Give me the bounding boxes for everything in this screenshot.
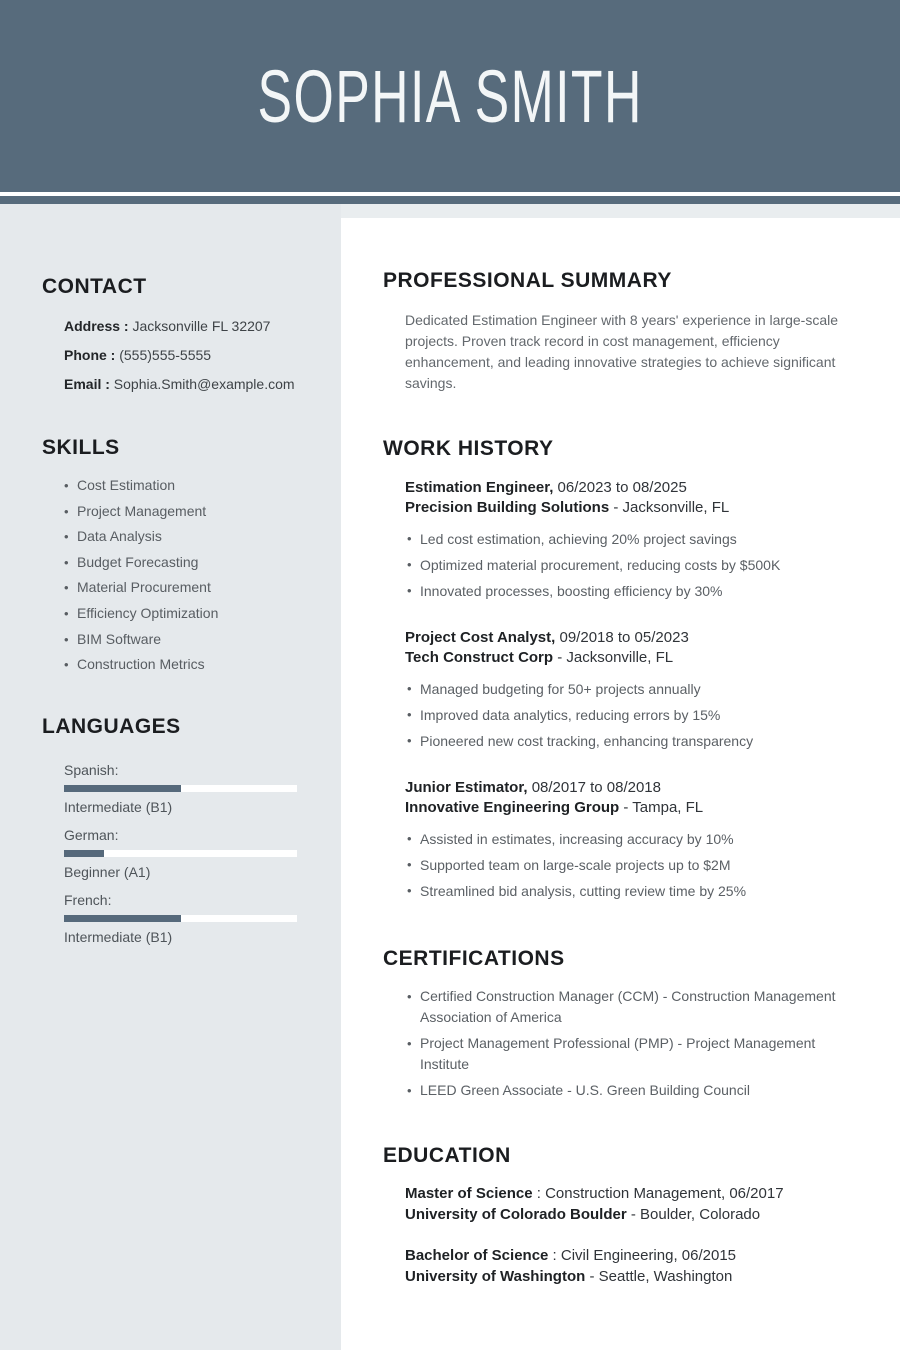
bullet-item: • Optimized material procurement, reducing costs by $500K bbox=[407, 552, 870, 578]
job-role: Junior Estimator, bbox=[405, 779, 528, 796]
contact-address-value: Jacksonville FL 32207 bbox=[128, 318, 271, 334]
job-entry bbox=[405, 778, 870, 904]
contact-email bbox=[64, 370, 297, 399]
summary-section bbox=[383, 268, 870, 394]
summary-text: Dedicated Estimation Engineer with 8 years' experience in large-scale projects. Proven track record in cost management, efficiency enhancement, and leading innovative strategies to achieve significant savings. bbox=[405, 312, 839, 391]
job-location: - Jacksonville, FL bbox=[553, 649, 674, 666]
bullet-item: • Managed budgeting for 50+ projects annually bbox=[407, 676, 870, 702]
header-divider-dark bbox=[0, 196, 900, 204]
language-progress-track bbox=[64, 850, 297, 857]
skills-title: SKILLS bbox=[42, 436, 120, 459]
contact-phone-label: Phone : bbox=[64, 347, 116, 363]
language-progress-track bbox=[64, 785, 297, 792]
school-line bbox=[405, 1266, 870, 1287]
language-level: Intermediate (B1) bbox=[64, 928, 173, 945]
job-bullets bbox=[405, 676, 870, 754]
skill-item: • Project Management bbox=[64, 499, 297, 525]
job-company-line bbox=[405, 798, 870, 818]
job-location: - Tampa, FL bbox=[619, 799, 704, 816]
work-history-title: WORK HISTORY bbox=[383, 437, 554, 460]
bullet-item: • Supported team on large-scale projects up to $2M bbox=[407, 852, 870, 878]
language-item bbox=[64, 892, 297, 946]
bullet-item: • Innovated processes, boosting efficiency by 30% bbox=[407, 578, 870, 604]
degree-detail: : Civil Engineering, 06/2015 bbox=[548, 1247, 737, 1264]
job-company-line bbox=[405, 648, 870, 668]
job-title-line bbox=[405, 628, 870, 648]
body-columns bbox=[0, 204, 900, 1350]
job-bullets bbox=[405, 826, 870, 904]
main-column bbox=[341, 218, 900, 1350]
language-progress-track bbox=[64, 915, 297, 922]
work-history-section bbox=[383, 436, 870, 904]
degree-name: Master of Science bbox=[405, 1185, 533, 1202]
skill-item: • Efficiency Optimization bbox=[64, 601, 297, 627]
bullet-item: • Assisted in estimates, increasing accuracy by 10% bbox=[407, 826, 870, 852]
contact-phone bbox=[64, 341, 297, 370]
sidebar bbox=[0, 204, 341, 1350]
education-title: EDUCATION bbox=[383, 1144, 511, 1167]
school-name: University of Colorado Boulder bbox=[405, 1206, 627, 1223]
contact-title: CONTACT bbox=[42, 275, 147, 298]
language-name: Spanish: bbox=[64, 761, 119, 778]
language-name: French: bbox=[64, 891, 112, 908]
job-role: Project Cost Analyst, bbox=[405, 629, 556, 646]
skill-item: • Budget Forecasting bbox=[64, 550, 297, 576]
language-item bbox=[64, 762, 297, 816]
contact-address bbox=[64, 312, 297, 341]
school-detail: - Boulder, Colorado bbox=[626, 1206, 761, 1223]
education-entry bbox=[405, 1245, 870, 1287]
job-company: Tech Construct Corp bbox=[405, 649, 554, 666]
certifications-list bbox=[383, 986, 863, 1101]
bullet-item: • Pioneered new cost tracking, enhancing transparency bbox=[407, 728, 870, 754]
certifications-title: CERTIFICATIONS bbox=[383, 947, 565, 970]
contact-email-value: Sophia.Smith@example.com bbox=[109, 376, 295, 392]
skill-item: • BIM Software bbox=[64, 627, 297, 653]
skill-item: • Cost Estimation bbox=[64, 473, 297, 499]
header-banner bbox=[0, 0, 900, 192]
certification-item: • Project Management Professional (PMP) - Project Management Institute bbox=[407, 1033, 863, 1075]
certifications-section bbox=[383, 946, 870, 1101]
skill-item: • Construction Metrics bbox=[64, 652, 297, 678]
skill-item: • Material Procurement bbox=[64, 575, 297, 601]
contact-phone-value: (555)555-5555 bbox=[115, 347, 212, 363]
school-line bbox=[405, 1204, 870, 1225]
bullet-item: • Led cost estimation, achieving 20% project savings bbox=[407, 526, 870, 552]
candidate-name: SOPHIA SMITH bbox=[257, 54, 643, 138]
certification-item: • LEED Green Associate - U.S. Green Building Council bbox=[407, 1080, 863, 1101]
bullet-item: • Improved data analytics, reducing errors by 15% bbox=[407, 702, 870, 728]
bullet-item: • Streamlined bid analysis, cutting review time by 25% bbox=[407, 878, 870, 904]
degree-line bbox=[405, 1245, 870, 1266]
job-company: Precision Building Solutions bbox=[405, 499, 610, 516]
education-entry bbox=[405, 1183, 870, 1225]
degree-line bbox=[405, 1183, 870, 1204]
language-level: Intermediate (B1) bbox=[64, 798, 173, 815]
job-title-line bbox=[405, 478, 870, 498]
language-level: Beginner (A1) bbox=[64, 863, 151, 880]
certification-item: • Certified Construction Manager (CCM) - Construction Management Association of America bbox=[407, 986, 863, 1028]
job-dates: 08/2017 to 08/2018 bbox=[527, 779, 661, 796]
languages-title: LANGUAGES bbox=[42, 714, 181, 738]
degree-name: Bachelor of Science bbox=[405, 1247, 549, 1264]
job-dates: 09/2018 to 05/2023 bbox=[555, 629, 689, 646]
skills-section bbox=[42, 435, 297, 678]
contact-address-label: Address : bbox=[64, 318, 129, 334]
language-progress-fill bbox=[64, 915, 181, 922]
language-progress-fill bbox=[64, 850, 104, 857]
job-title-line bbox=[405, 778, 870, 798]
contact-section bbox=[42, 274, 297, 399]
language-progress-fill bbox=[64, 785, 181, 792]
languages-section bbox=[42, 714, 297, 946]
contact-email-label: Email : bbox=[64, 376, 110, 392]
job-dates: 06/2023 to 08/2025 bbox=[553, 479, 687, 496]
job-location: - Jacksonville, FL bbox=[609, 499, 730, 516]
language-item bbox=[64, 827, 297, 881]
education-section bbox=[383, 1143, 870, 1287]
language-name: German: bbox=[64, 826, 119, 843]
degree-detail: : Construction Management, 06/2017 bbox=[532, 1185, 784, 1202]
skills-list bbox=[42, 473, 297, 678]
job-role: Estimation Engineer, bbox=[405, 479, 554, 496]
job-bullets bbox=[405, 526, 870, 604]
summary-title: PROFESSIONAL SUMMARY bbox=[383, 269, 672, 292]
skill-item: • Data Analysis bbox=[64, 524, 297, 550]
job-company-line bbox=[405, 498, 870, 518]
job-entry bbox=[405, 478, 870, 604]
job-company: Innovative Engineering Group bbox=[405, 799, 620, 816]
school-detail: - Seattle, Washington bbox=[585, 1268, 733, 1285]
job-entry bbox=[405, 628, 870, 754]
school-name: University of Washington bbox=[405, 1268, 586, 1285]
